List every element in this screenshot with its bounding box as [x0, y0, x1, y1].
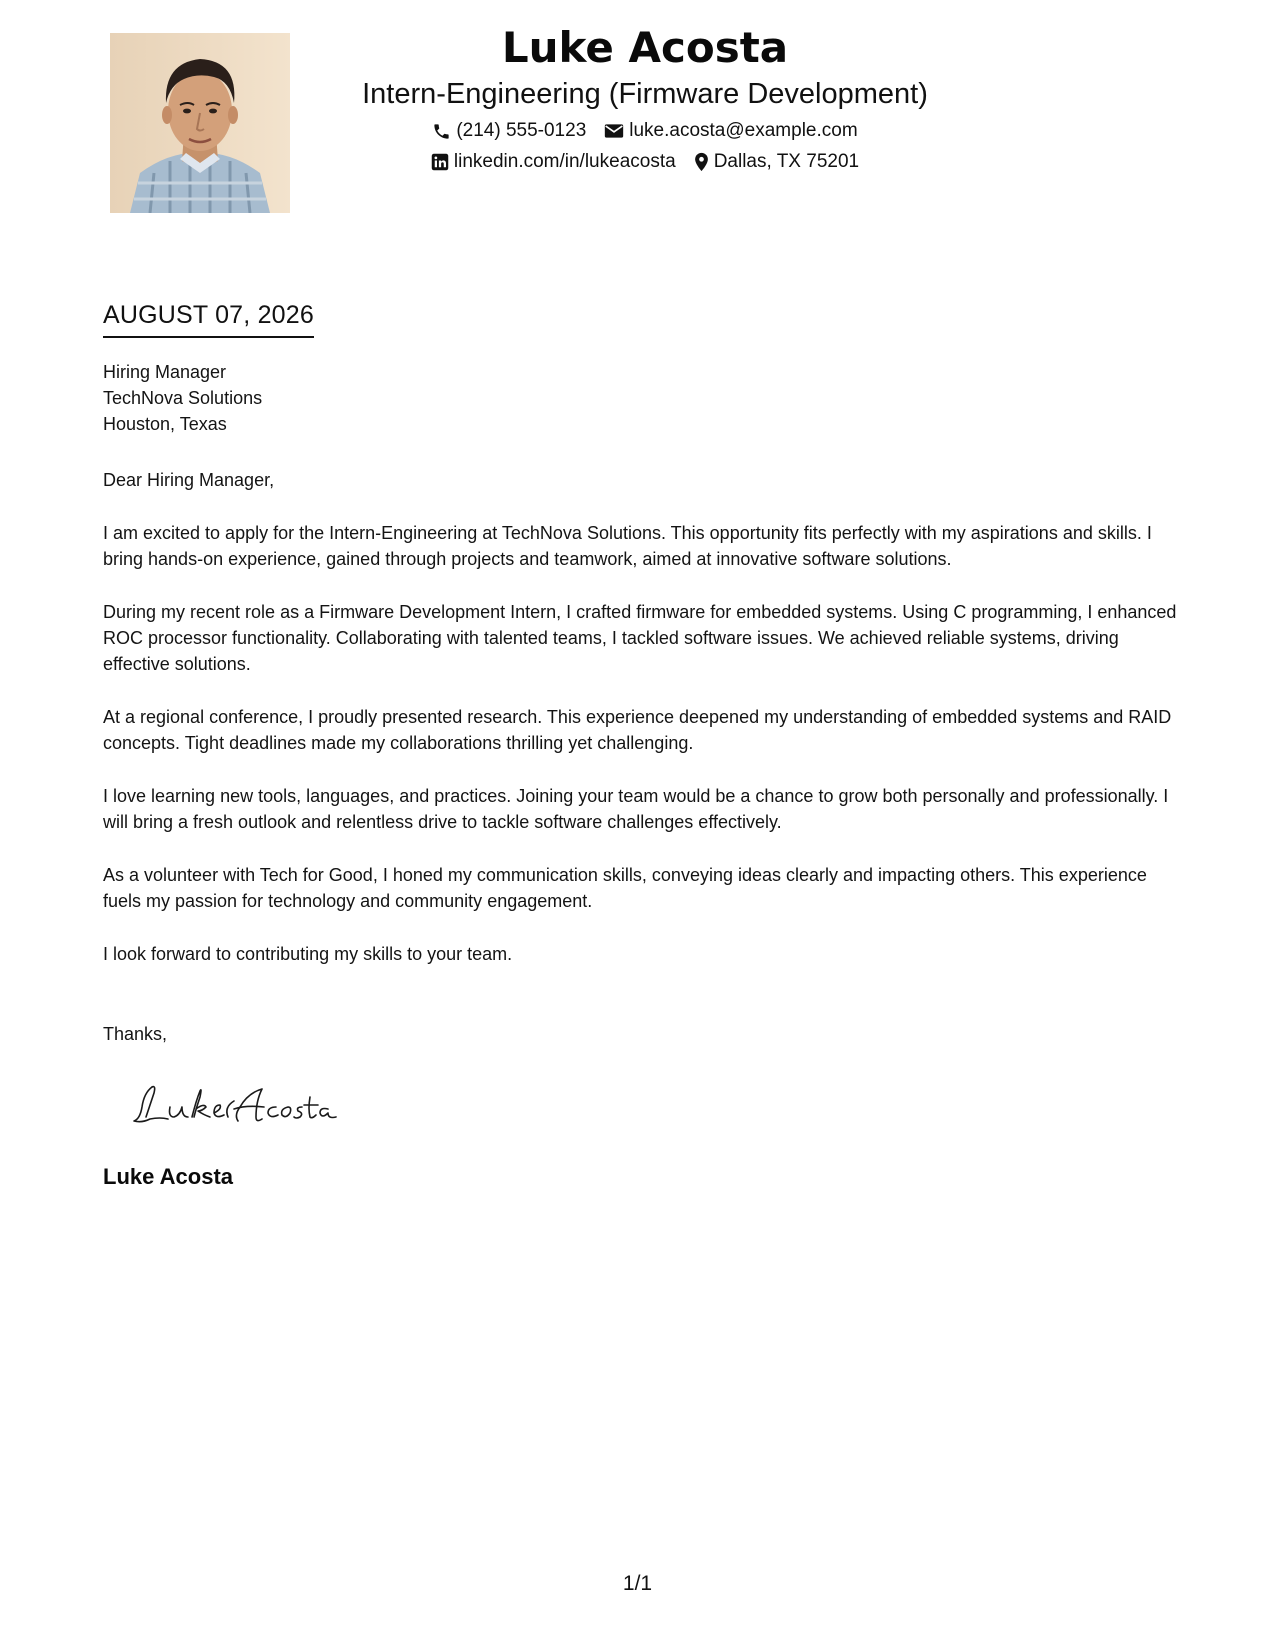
email-address: luke.acosta@example.com: [629, 120, 858, 141]
body-paragraph: I love learning new tools, languages, and practices. Joining your team would be a chance to grow both personally and professionally. I will bring a fresh outlook and relentless drive to tackle software challenges effectively.: [103, 786, 1169, 832]
page-number: 1/1: [622, 1572, 653, 1595]
salutation: Dear Hiring Manager,: [103, 470, 275, 490]
location-contact: [694, 150, 859, 174]
body-paragraph: At a regional conference, I proudly presented research. This experience deepened my understanding of embedded systems and RAID concepts. Tight deadlines made my collaborations thrilling yet challenging.: [103, 707, 1172, 753]
contact-row-2: [300, 150, 990, 174]
body-paragraph: I am excited to apply for the Intern-Engineering at TechNova Solutions. This opportunity fits perfectly with my aspirations and skills. I bring hands-on experience, gained through projects and teamwork, aimed at innovative software solutions.: [103, 523, 1152, 569]
email-contact: [604, 119, 857, 143]
phone-contact: [432, 119, 586, 143]
profile-photo: [110, 33, 290, 213]
envelope-icon: [604, 123, 624, 139]
letter-body: [103, 520, 1183, 994]
closing: Thanks,: [103, 1024, 168, 1044]
linkedin-url: linkedin.com/in/lukeacosta: [453, 151, 676, 172]
linkedin-icon: [431, 153, 449, 171]
letter-date: AUGUST 07, 2026: [103, 298, 314, 338]
applicant-name: Luke Acosta: [501, 23, 789, 72]
linkedin-contact: [431, 150, 676, 174]
handwritten-signature: [130, 1077, 340, 1129]
recipient-line: TechNova Solutions: [103, 388, 263, 408]
contact-row-1: [300, 119, 990, 143]
recipient-block: [103, 359, 1183, 437]
letter-header: [300, 20, 990, 174]
phone-icon: [432, 122, 451, 141]
recipient-line: Hiring Manager: [103, 362, 227, 382]
signer-name: Luke Acosta: [103, 1164, 234, 1189]
body-paragraph: I look forward to contributing my skills to your team.: [103, 944, 513, 964]
recipient-line: Houston, Texas: [103, 414, 227, 434]
location-text: Dallas, TX 75201: [713, 151, 860, 172]
job-title: Intern-Engineering (Firmware Development): [362, 78, 928, 110]
phone-number: (214) 555-0123: [456, 120, 587, 141]
body-paragraph: During my recent role as a Firmware Development Intern, I crafted firmware for embedded systems. Using C programming, I enhanced ROC processor functionality. Collaborating with talented teams, I tackled software issues. We achieved reliable systems, driving effective solutions.: [103, 602, 1177, 674]
body-paragraph: As a volunteer with Tech for Good, I honed my communication skills, conveying ideas clearly and impacting others. This experience fuels my passion for technology and community engagement.: [103, 865, 1147, 911]
map-pin-icon: [694, 152, 709, 172]
